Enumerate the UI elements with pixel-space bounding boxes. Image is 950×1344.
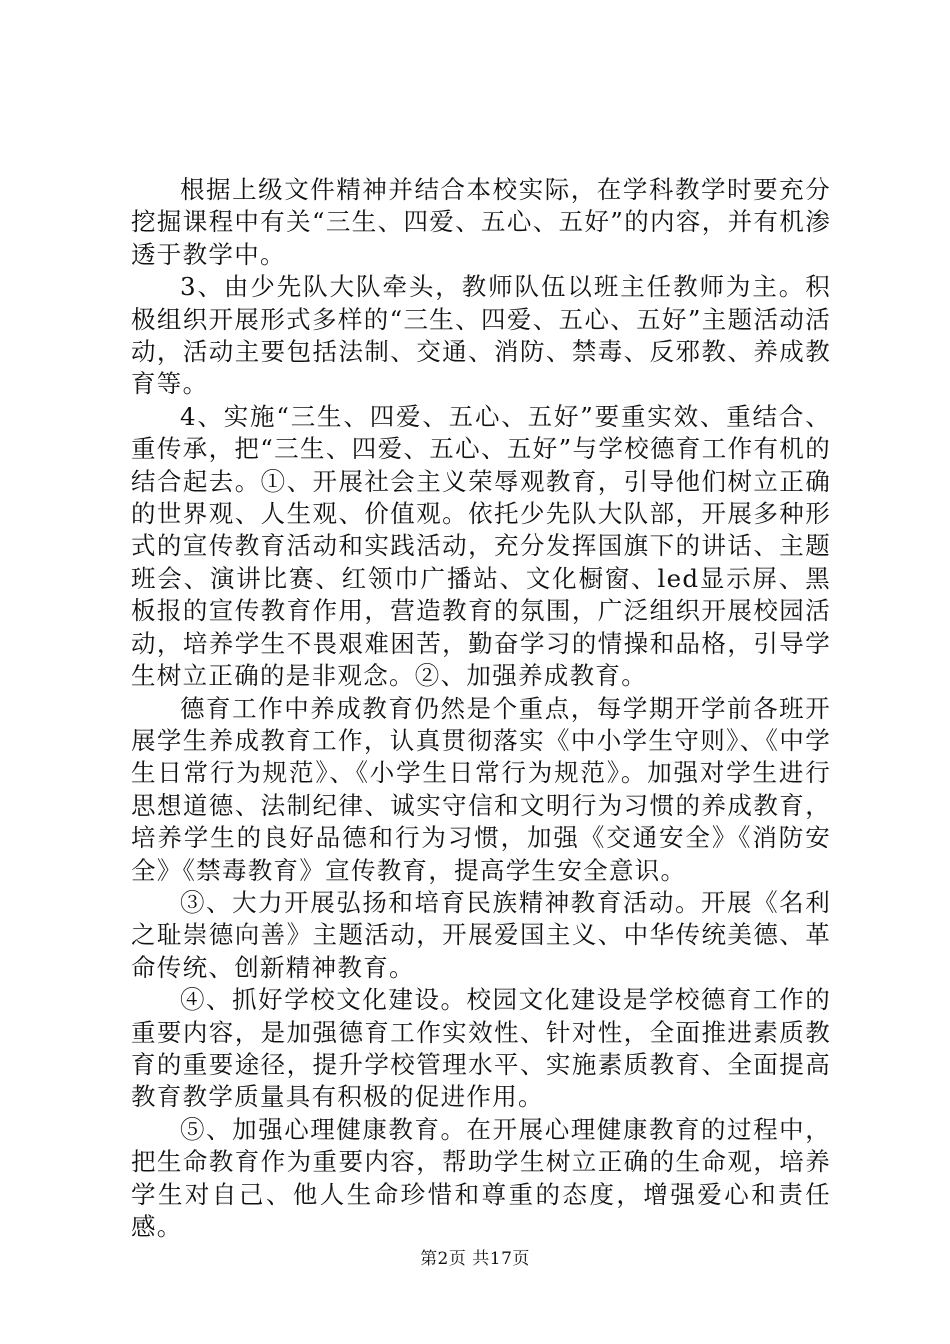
paragraph: ④、抓好学校文化建设。校园文化建设是学校德育工作的重要内容，是加强德育工作实效性、针对性，全面推进素质教育的重要途径，提升学校管理水平、实施素质教育、全面提高教育教学质量具有积极的促进作用。 [131,985,831,1112]
paragraph: 4、实施“三生、四爱、五心、五好”要重实效、重结合、重传承，把“三生、四爱、五心、五好”与学校德育工作有机的结合起去。①、开展社会主义荣辱观教育，引导他们树立正确的世界观、人生观、价值观。依托少先队大队部，开展多种形式的宣传教育活动和实践活动，充分发挥国旗下的讲话、主题班会、演讲比赛、红领巾广播站、文化橱窗、led显示屏、黑板报的宣传教育作用，营造教育的氛围，广泛组织开展校园活动，培养学生不畏艰难困苦，勤奋学习的情操和品格，引导学生树立正确的是非观念。②、加强养成教育。 [131,401,831,691]
page-number-footer: 第2页 共17页 [420,1249,530,1269]
paragraph: 根据上级文件精神并结合本校实际，在学科教学时要充分挖掘课程中有关“三生、四爱、五心、五好”的内容，并有机渗透于教学中。 [131,175,831,269]
paragraph: 3、由少先队大队牵头，教师队伍以班主任教师为主。积极组织开展形式多样的“三生、四爱、五心、五好”主题活动活动，活动主要包括法制、交通、消防、禁毒、反邪教、养成教育等。 [131,272,831,399]
paragraph: ⑤、加强心理健康教育。在开展心理健康教育的过程中，把生命教育作为重要内容，帮助学生树立正确的生命观，培养学生对自己、他人生命珍惜和尊重的态度，增强爱心和责任感。 [131,1114,831,1241]
paragraph: ③、大力开展弘扬和培育民族精神教育活动。开展《名利之耻崇德向善》主题活动，开展爱国主义、中华传统美德、革命传统、创新精神教育。 [131,887,831,982]
paragraph: 德育工作中养成教育仍然是个重点，每学期开学前各班开展学生养成教育工作，认真贯彻落实《中小学生守则》、《中学生日常行为规范》、《小学生日常行为规范》。加强对学生进行思想道德、法制纪律、诚实守信和文明行为习惯的养成教育，培养学生的良好品德和行为习惯，加强《交通安全》《消防安全》《禁毒教育》宣传教育，提高学生安全意识。 [131,693,831,885]
body-text [131,174,831,1243]
